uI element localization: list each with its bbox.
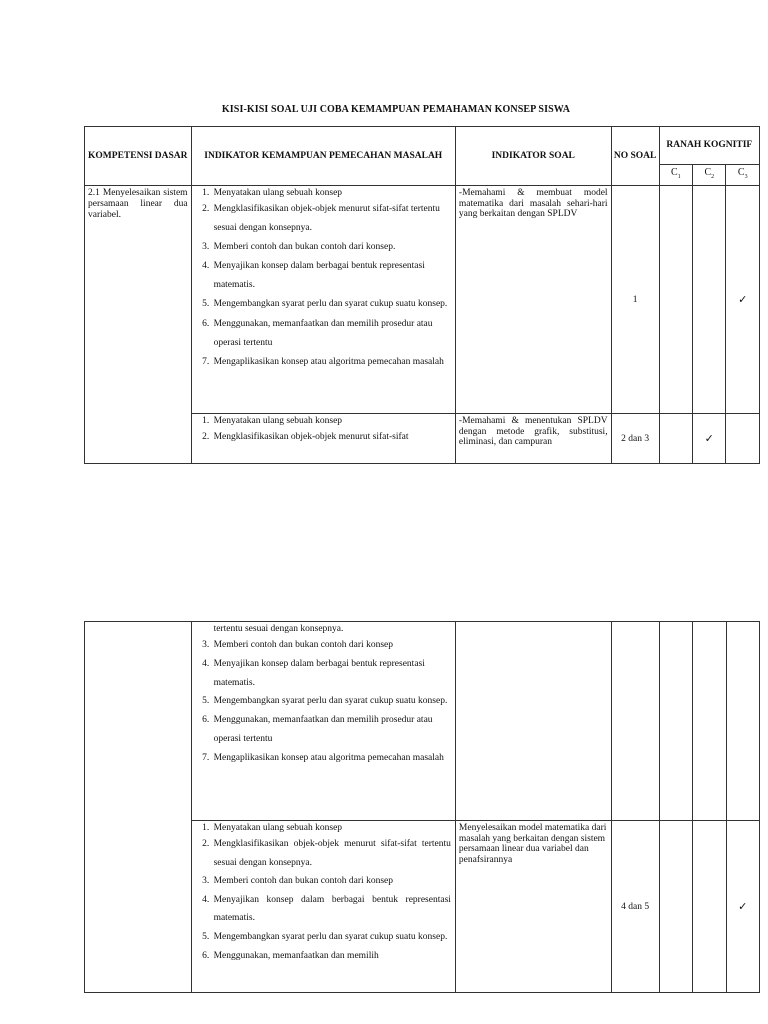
no-soal-cell — [611, 622, 659, 821]
header-indikator-soal: INDIKATOR SOAL — [455, 127, 611, 186]
header-c1: $C_1$ — [659, 165, 692, 186]
header-c3: $C_3$ — [726, 165, 760, 186]
list-item: 2. Mengklasifikasikan objek-objek menurut sifat-sifat tertentu sesuai dengan konsepnya. — [212, 200, 451, 238]
list-item: 4. Menyajikan konsep dalam berbagai bentuk representasi matematis. — [212, 891, 451, 928]
no-soal-cell: 2 dan 3 — [611, 414, 659, 464]
indikator-kemampuan-cell — [191, 414, 455, 464]
c3-cell — [726, 622, 759, 821]
document-title: KISI-KISI SOAL UJI COBA KEMAMPUAN PEMAHAMAN KONSEP SISWA — [221, 104, 571, 115]
list-item: 6. Menggunakan, memanfaatkan dan memilih prosedur atau operasi tertentu — [212, 711, 451, 749]
c2-cell — [693, 186, 726, 414]
list-item: 1. Menyatakan ulang sebuah konsep — [212, 414, 451, 428]
header-no-soal: NO SOAL — [611, 127, 659, 186]
check-mark-icon: ✓ — [726, 821, 759, 993]
c2-cell — [693, 821, 726, 993]
c1-cell — [659, 622, 692, 821]
list-item: 7. Mengaplikasikan konsep atau algoritma pemecahan masalah — [212, 749, 451, 768]
list-item: 1. Menyatakan ulang sebuah konsep — [212, 186, 451, 200]
check-mark-icon: ✓ — [693, 414, 726, 464]
continued-line: tertentu sesuai dengan konsepnya. — [213, 624, 344, 634]
indikator-soal-cell: -Memahami & membuat model matematika dari masalah sehari-hari yang berkaitan dengan SPLDV — [455, 186, 611, 414]
list-item: 4. Menyajikan konsep dalam berbagai bentuk representasi matematis. — [212, 655, 451, 693]
kisi-kisi-table-continued — [84, 621, 760, 993]
list-item: 3. Memberi contoh dan bukan contoh dari konsep. — [212, 238, 451, 257]
c1-cell — [659, 186, 692, 414]
header-kompetensi: KOMPETENSI DASAR — [85, 127, 192, 186]
indikator-soal-cell — [455, 622, 611, 821]
list-item: 3. Memberi contoh dan bukan contoh dari konsep — [212, 636, 451, 655]
c3-cell — [726, 414, 760, 464]
list-item: 7. Mengaplikasikan konsep atau algoritma pemecahan masalah — [212, 353, 451, 372]
header-indikator-kemampuan: INDIKATOR KEMAMPUAN PEMECAHAN MASALAH — [191, 127, 455, 186]
header-c2: $C_2$ — [693, 165, 726, 186]
list-item: 2. Mengklasifikasikan objek-objek menurut sifat-sifat tertentu sesuai dengan konsepnya. — [212, 835, 451, 872]
header-ranah-kognitif: RANAH KOGNITIF — [659, 127, 759, 165]
kompetensi-dasar-cell: 2.1 Menyelesaikan sistem persamaan linear dua variabel. — [85, 186, 192, 464]
no-soal-cell: 4 dan 5 — [611, 821, 659, 993]
check-mark-icon: ✓ — [726, 186, 760, 414]
list-item: 3. Memberi contoh dan bukan contoh dari konsep — [212, 872, 451, 891]
c1-cell — [659, 821, 692, 993]
list-item: 6. Menggunakan, memanfaatkan dan memilih prosedur atau operasi tertentu — [212, 315, 451, 353]
c2-cell — [693, 622, 726, 821]
list-item: 2. Mengklasifikasikan objek-objek menurut sifat-sifat — [212, 428, 451, 447]
table-row — [85, 622, 760, 821]
table-row — [85, 186, 760, 414]
list-item: 4. Menyajikan konsep dalam berbagai bentuk representasi matematis. — [212, 257, 451, 295]
list-item: 1. Menyatakan ulang sebuah konsep — [212, 822, 451, 835]
indikator-kemampuan-cell — [191, 186, 455, 414]
indikator-soal-cell: -Memahami & menentukan SPLDV dengan metode grafik, substitusi, eliminasi, dan campuran — [455, 414, 611, 464]
kisi-kisi-table — [84, 126, 760, 464]
kompetensi-dasar-cell — [85, 622, 192, 993]
indikator-kemampuan-cell — [191, 622, 455, 821]
indikator-soal-cell: Menyelesaikan model matematika dari masalah yang berkaitan dengan sistem persamaan linear dua variabel dan penafsirannya — [455, 821, 611, 993]
list-item: 5. Mengembangkan syarat perlu dan syarat cukup suatu konsep. — [212, 295, 451, 314]
list-item: 5. Mengembangkan syarat perlu dan syarat cukup suatu konsep. — [212, 692, 451, 711]
list-item: 5. Mengembangkan syarat perlu dan syarat cukup suatu konsep. — [212, 928, 451, 947]
c1-cell — [659, 414, 692, 464]
indikator-kemampuan-cell — [191, 821, 455, 993]
list-item: 6. Menggunakan, memanfaatkan dan memilih — [212, 947, 451, 966]
no-soal-cell: 1 — [611, 186, 659, 414]
